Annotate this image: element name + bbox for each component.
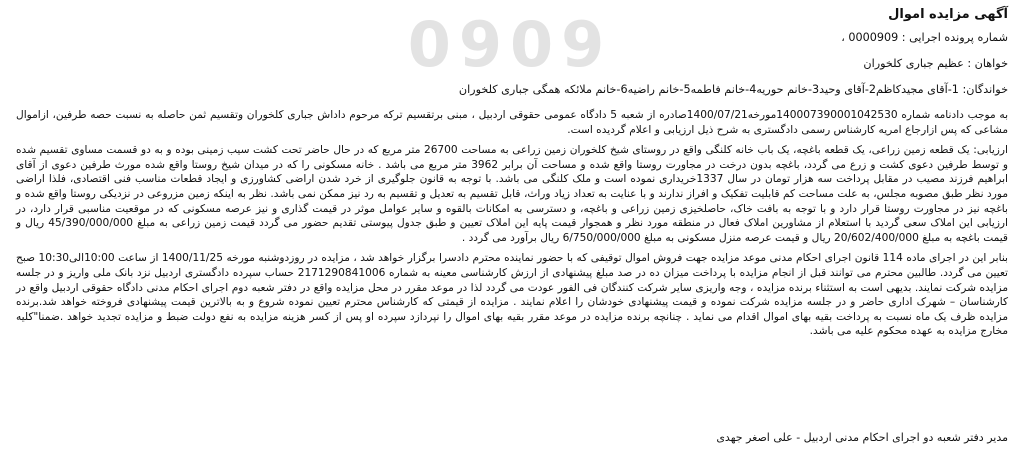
watermark-digits: 0909 bbox=[407, 8, 613, 78]
signature: مدیر دفتر شعبه دو اجرای احکام مدنی اردبیل - علی اصغر جهدی bbox=[716, 431, 1008, 444]
case-number: شماره پرونده اجرایی : 0000909 ، bbox=[841, 31, 1008, 44]
ruling-paragraph: به موجب دادنامه شماره 140007390001042530مورخه1400/07/21صادره از شعبه 5 دادگاه عمومی حقوقی اردبیل ، مبنی برتقسیم ترکه مرحوم داداش جباری کلخوران وتقسیم ثمن حاصله به نسبت حصه طرفین، ازاموال مشاعی که پس ازارجاع امریه کارشناس رسمی دادگستری به شرح ذیل ارزیابی و اعلام گردیده است. bbox=[16, 109, 1009, 136]
notice-title: آگهی مزایده اموال bbox=[888, 7, 1008, 22]
defendants: خواندگان: 1-آقای مجیدکاظم2-آقای وحید3-خانم حوریه4-خانم فاطمه5-خانم راضیه6-خانم ملائکه همگی جباری کلخوران bbox=[458, 83, 1008, 96]
auction-terms-paragraph: بنابر این در اجرای ماده 114 قانون اجرای احکام مدنی موعد مزایده جهت فروش اموال توقیفی که با حضور نماینده محترم دادسرا برگزار خواهد شد ، مزایده در روزدوشنبه مورخه 1400/11/25 از ساعت 10:00الی10:30 صبح تعیین می گردد. طالبین محترم می توانند قبل از انجام مزایده با پرداخت میزان ده در صد مبلغ پیشنهادی از ارزش کارشناسی معینه به شماره 2171290841006 حساب سپرده دادگستری اردبیل نزد بانک ملی واریز و در جلسه مزایده شرکت نمایند. بدیهی است به استثناء برنده مزایده ، وجه واریزی سایر شرکت کنندگان فی الفور عودت می گردد لذا در موعد مقرر در محل مزایده واقع در دفتر شعبه دوم اجرای احکام مدنی دادگاه حقوقی اردبیل واقع در کارشناسان – شهرک اداری حاضر و در جلسه مزایده شرکت نموده و قیمت پیشنهادی خودشان را اعلام نمایند . مزایده از قیمتی که کارشناس محترم تعیین نموده شروع و به بالاترین قیمت پیشنهادی فروخته خواهد شد.برنده مزایده ظرف یک ماه نسبت به پرداخت بقیه بهای اموال اقدام می نماید . چنانچه برنده مزایده در موعد مقرر بقیه بهای اموال را نپردازد سپرده او پس از کسر هزینه مزایده به نفع دولت ضبط و مزایده تجدید خواهد .ضمنا"کلیه مخارج مزایده به عهده محکوم علیه می باشد. bbox=[16, 252, 1009, 338]
valuation-paragraph: ارزیابی: یک قطعه زمین زراعی، یک قطعه باغچه، یک باب خانه کلنگی واقع در روستای شیخ کلخوران زمین زراعی به مساحت 26700 متر مربع که در حال حاضر تحت کشت سیب زمینی بوده و به دو قسمت مساوی تقسیم شده و توسط طرفین دعوی کشت و زرع می گردد، باغچه بدون درخت در مجاورت روستا واقع شده و مساحت آن برابر 3962 متر مربع می باشد . خانه مسکونی را که در میدان شیخ روستا واقع شده مورث طرفین دعوی از آقای ابراهیم فرزند مصیب در مقابل پرداخت سه هزار تومان در سال 1337خریداری نموده است و ملک کلنگی می باشد. با توجه به قانون جلوگیری از خرد شدن اراضی کشاورزی و ایجاد قطعات مناسب فنی اقتصادی، فلذا اراضی مورد نظر طبق مصوبه مجلس، به علت مساحت کم قابلیت تفکیک و افراز ندارند و با عنایت به تعداد زیاد وراث، قابل تقسیم به تعدیل و تقسیم به رد نیز ممکن نمی باشد. نظر به اینکه زمین مزروعی در نزدیکی روستا واقع شده و باغچه نیز در مجاورت روستا قرار دارد و با توجه به بافت خاک، حاصلخیزی زمین زراعی و باغچه، و دسترسی به امکانات بالقوه و سایر عوامل موثر در قیمت گذاری و نیز عرصه مسکونی که در موقعیت مناسبی قرار دارد، در ارزیابی این املاک سعی گردید با استعلام از مشاورین املاک فعال در منطقه مورد نظر و همجوار قیمت پایه این املاک تعیین و طبق جدول پیوستی تقدیم حضور می گردد قیمت زمین زراعی به مبلغ 45/390/000/000 ریال و قیمت باغچه به مبلغ 20/602/400/000 ریال و قیمت عرصه منزل مسکونی به مبلغ 6/750/000/000 ریال برآورد می گردد . bbox=[16, 144, 1009, 244]
plaintiff: خواهان : عظیم جباری کلخوران bbox=[863, 57, 1008, 70]
